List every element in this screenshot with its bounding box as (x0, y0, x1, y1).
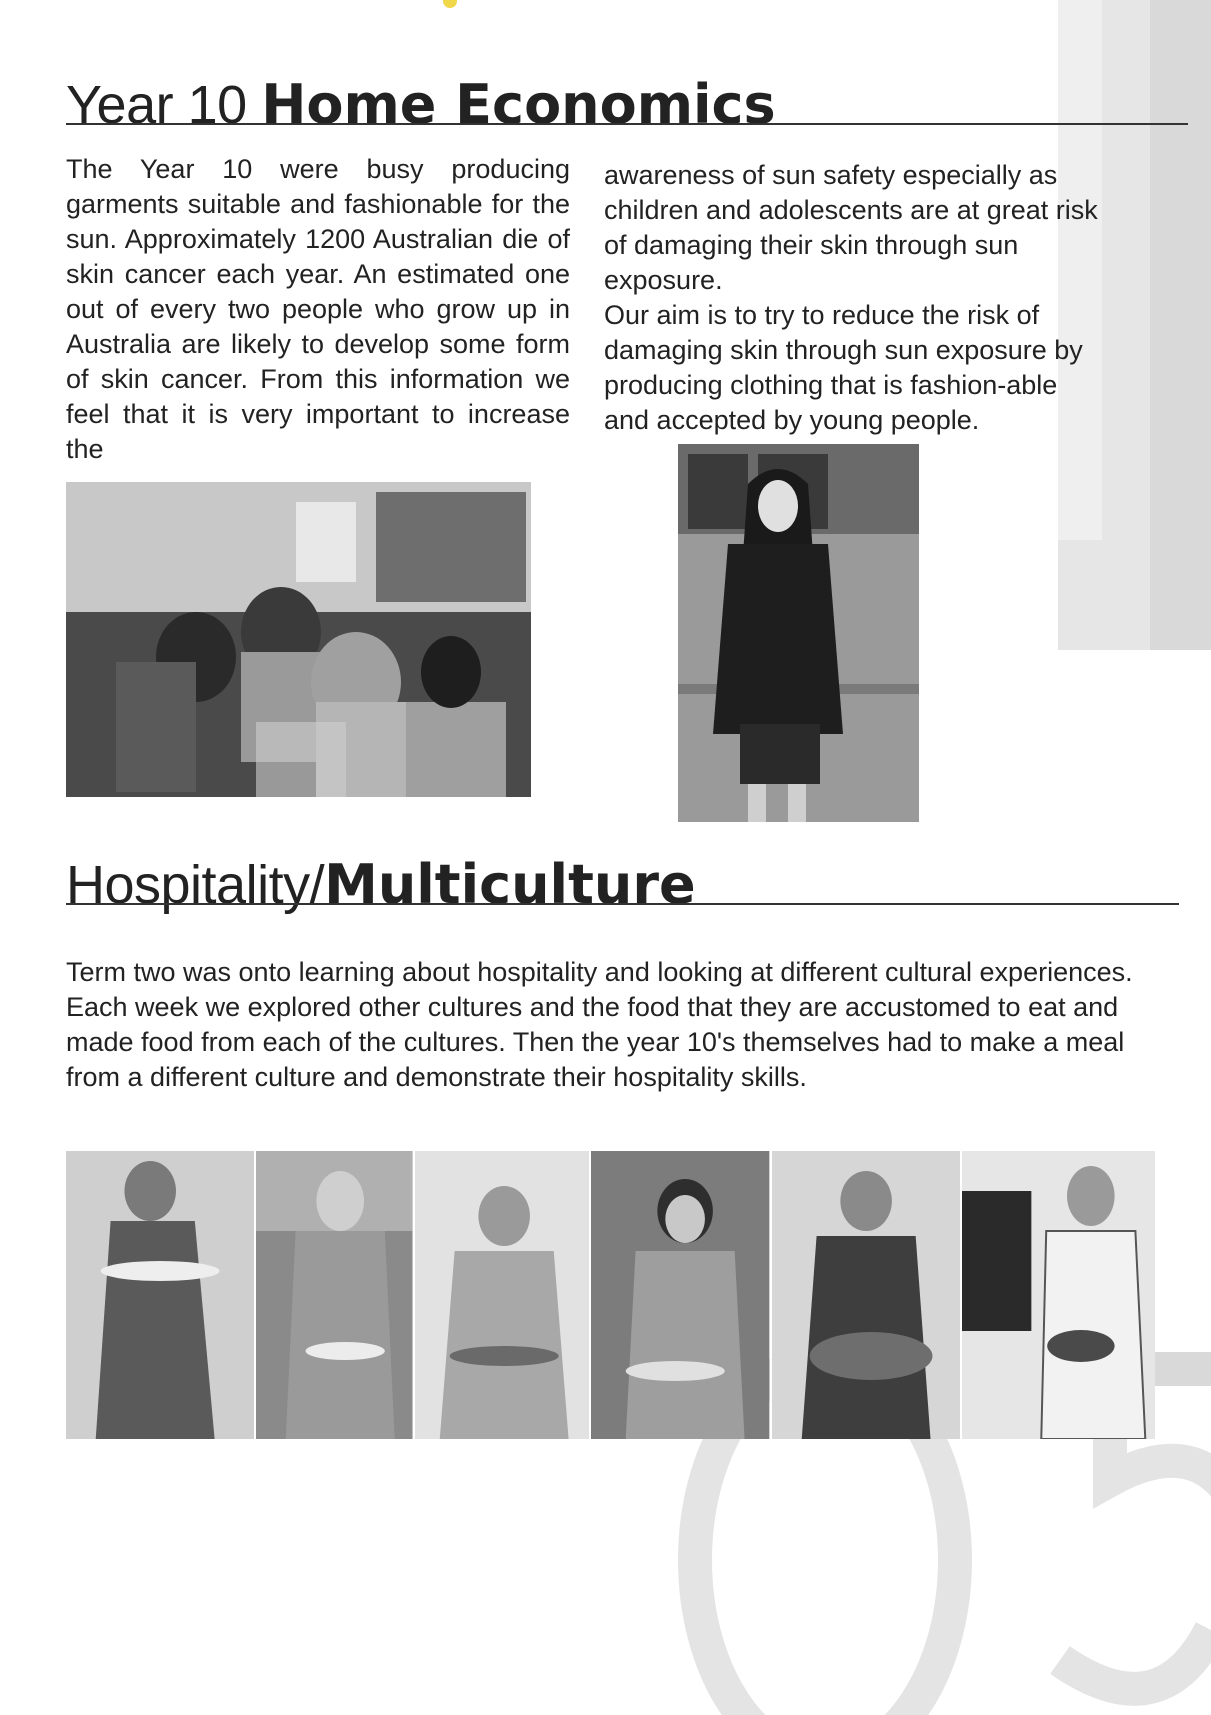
hospitality-paragraph: Term two was onto learning about hospitality and looking at different cultural experiences. Each week we explored other cultures and the food that they are accustomed to eat and made food from each of the cultures. Then the year 10's themselves had to make a meal from a different culture and demonstrate their hospitality skills. (66, 957, 1133, 1092)
decorative-darker-bar (1150, 0, 1211, 650)
home-economics-left-column: The Year 10 were busy producing garments suitable and fashionable for the sun. Approximately 1200 Australian die of skin cancer each year. An estimated one out of every two people who grow up in Australia are likely to develop some form of skin cancer. From this information we feel that it is very important to increase the (66, 154, 570, 464)
top-yellow-mark (443, 0, 457, 8)
home-economics-title-bold: Home Economics (261, 73, 776, 136)
hospitality-title-bold: Multiculture (324, 853, 696, 916)
food-photo-1 (66, 1151, 256, 1439)
food-photo-3 (415, 1151, 591, 1439)
sewing-class-photo (66, 482, 531, 797)
food-photo-6 (962, 1151, 1155, 1439)
home-economics-right-column-1: awareness of sun safety especially as children and adolescents are at great risk of damaging their skin through sun exposure. (604, 160, 1098, 295)
students-food-photo-strip (66, 1151, 1155, 1439)
food-photo-4 (591, 1151, 771, 1439)
home-economics-right-column-2: Our aim is to try to reduce the risk of damaging skin through sun exposure by producing clothing that is fashion-able and accepted by young people. (604, 300, 1083, 435)
food-photo-5 (772, 1151, 962, 1439)
home-economics-title-light: Year 10 (66, 75, 262, 135)
hospitality-title-light: Hospitality/ (66, 855, 325, 915)
home-economics-underline (66, 123, 1188, 125)
student-sun-garment-photo (678, 444, 919, 822)
food-photo-2 (256, 1151, 415, 1439)
hospitality-underline (66, 903, 1179, 905)
